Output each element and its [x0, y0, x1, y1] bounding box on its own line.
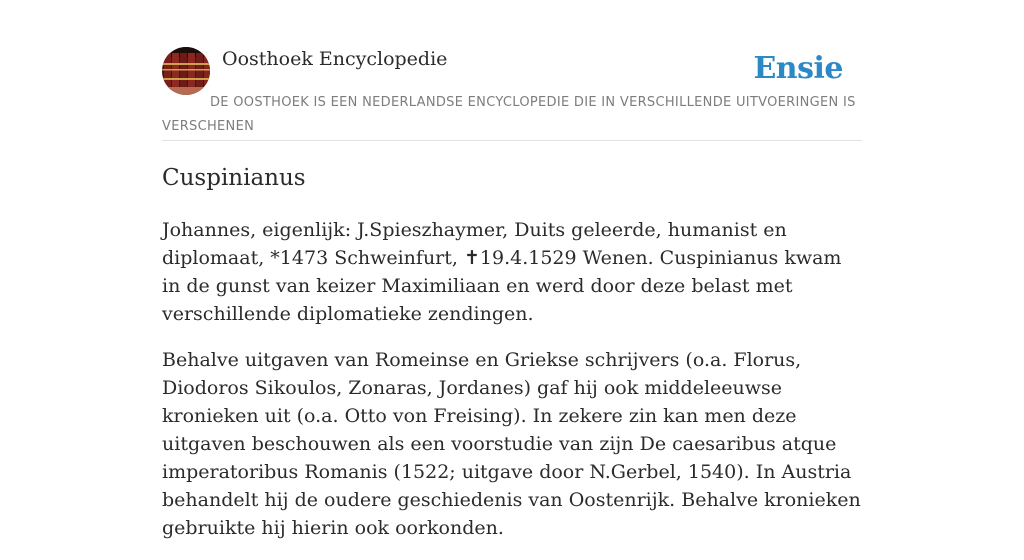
- avatar[interactable]: [162, 47, 210, 95]
- site-header: [162, 46, 862, 141]
- entry-paragraph: Johannes, eigenlijk: J.Spieszhaymer, Duits geleerde, humanist en diplomaat, *1473 Schweinfurt, ✝19.4.1529 Wenen. Cuspinianus kwam in de gunst van keizer Maximiliaan en werd door deze belast met verschillende diplomatieke zendingen.: [162, 219, 842, 325]
- entry-title: Cuspinianus: [162, 165, 306, 191]
- encyclopedia-books-icon: [162, 47, 210, 95]
- site-title[interactable]: Oosthoek Encyclopedie: [222, 48, 448, 70]
- site-tagline: DE OOSTHOEK IS EEN NEDERLANDSE ENCYCLOPEDIE DIE IN VERSCHILLENDE UITVOERINGEN IS VERSCHENEN: [162, 95, 856, 134]
- entry-paragraph: Behalve uitgaven van Romeinse en Griekse schrijvers (o.a. Florus, Diodoros Sikoulos, Zonaras, Jordanes) gaf hij ook middeleeuwse kronieken uit (o.a. Otto von Freising). In zekere zin kan men deze uitgaven beschouwen als een voorstudie van zijn De caesaribus atque imperatoribus Romanis (1522; uitgave door N.Gerbel, 1540). In Austria behandelt hij de oudere geschiedenis van Oostenrijk. Behalve kronieken gebruikte hij hierin ook oorkonden.: [162, 349, 861, 539]
- entry-body: [162, 216, 862, 560]
- brand-logo[interactable]: Ensie: [753, 51, 843, 86]
